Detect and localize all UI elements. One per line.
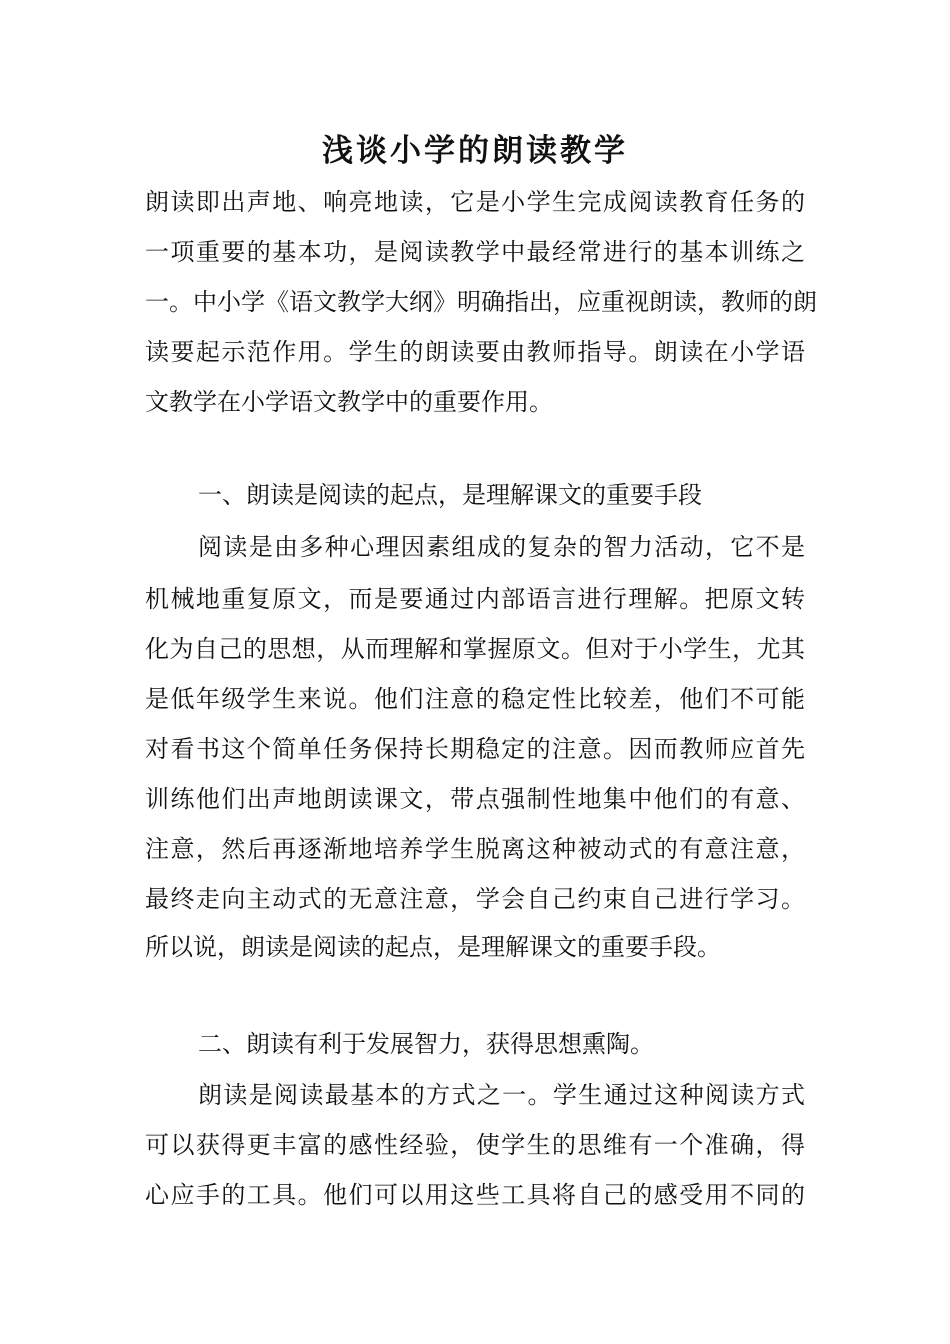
section-2-line: 可以获得更丰富的感性经验，使学生的思维有一个准确，得 (145, 1131, 805, 1159)
section-2-line: 心应手的工具。他们可以用这些工具将自己的感受用不同的 (145, 1181, 805, 1209)
intro-line: 朗读即出声地、响亮地读，它是小学生完成阅读教育任务的 (145, 188, 805, 216)
section-2-heading: 二、朗读有利于发展智力，获得思想熏陶。 (198, 1030, 654, 1058)
section-1-line: 是低年级学生来说。他们注意的稳定性比较差，他们不可能 (145, 685, 805, 713)
section-1-line: 机械地重复原文，而是要通过内部语言进行理解。把原文转 (145, 585, 805, 613)
section-1-heading: 一、朗读是阅读的起点，是理解课文的重要手段 (198, 481, 702, 509)
section-2-line: 朗读是阅读最基本的方式之一。学生通过这种阅读方式 (198, 1081, 805, 1109)
section-1-line: 训练他们出声地朗读课文，带点强制性地集中他们的有意、 (145, 785, 805, 813)
intro-line: 一项重要的基本功，是阅读教学中最经常进行的基本训练之 (145, 238, 805, 266)
intro-line: 读要起示范作用。学生的朗读要由教师指导。朗读在小学语 (145, 338, 805, 366)
section-1-line: 注意，然后再逐渐地培养学生脱离这种被动式的有意注意， (145, 835, 805, 863)
document-title: 浅谈小学的朗读教学 (322, 133, 628, 169)
section-1-line: 所以说，朗读是阅读的起点，是理解课文的重要手段。 (145, 933, 721, 961)
intro-line: 文教学在小学语文教学中的重要作用。 (145, 388, 553, 416)
section-1-line: 对看书这个简单任务保持长期稳定的注意。因而教师应首先 (145, 735, 805, 763)
section-1-line: 最终走向主动式的无意注意，学会自己约束自己进行学习。 (145, 885, 805, 913)
intro-line: 一。中小学《语文教学大纲》明确指出，应重视朗读，教师的朗 (145, 288, 817, 316)
section-1-line: 阅读是由多种心理因素组成的复杂的智力活动，它不是 (198, 533, 805, 561)
section-1-line: 化为自己的思想，从而理解和掌握原文。但对于小学生，尤其 (145, 635, 805, 663)
